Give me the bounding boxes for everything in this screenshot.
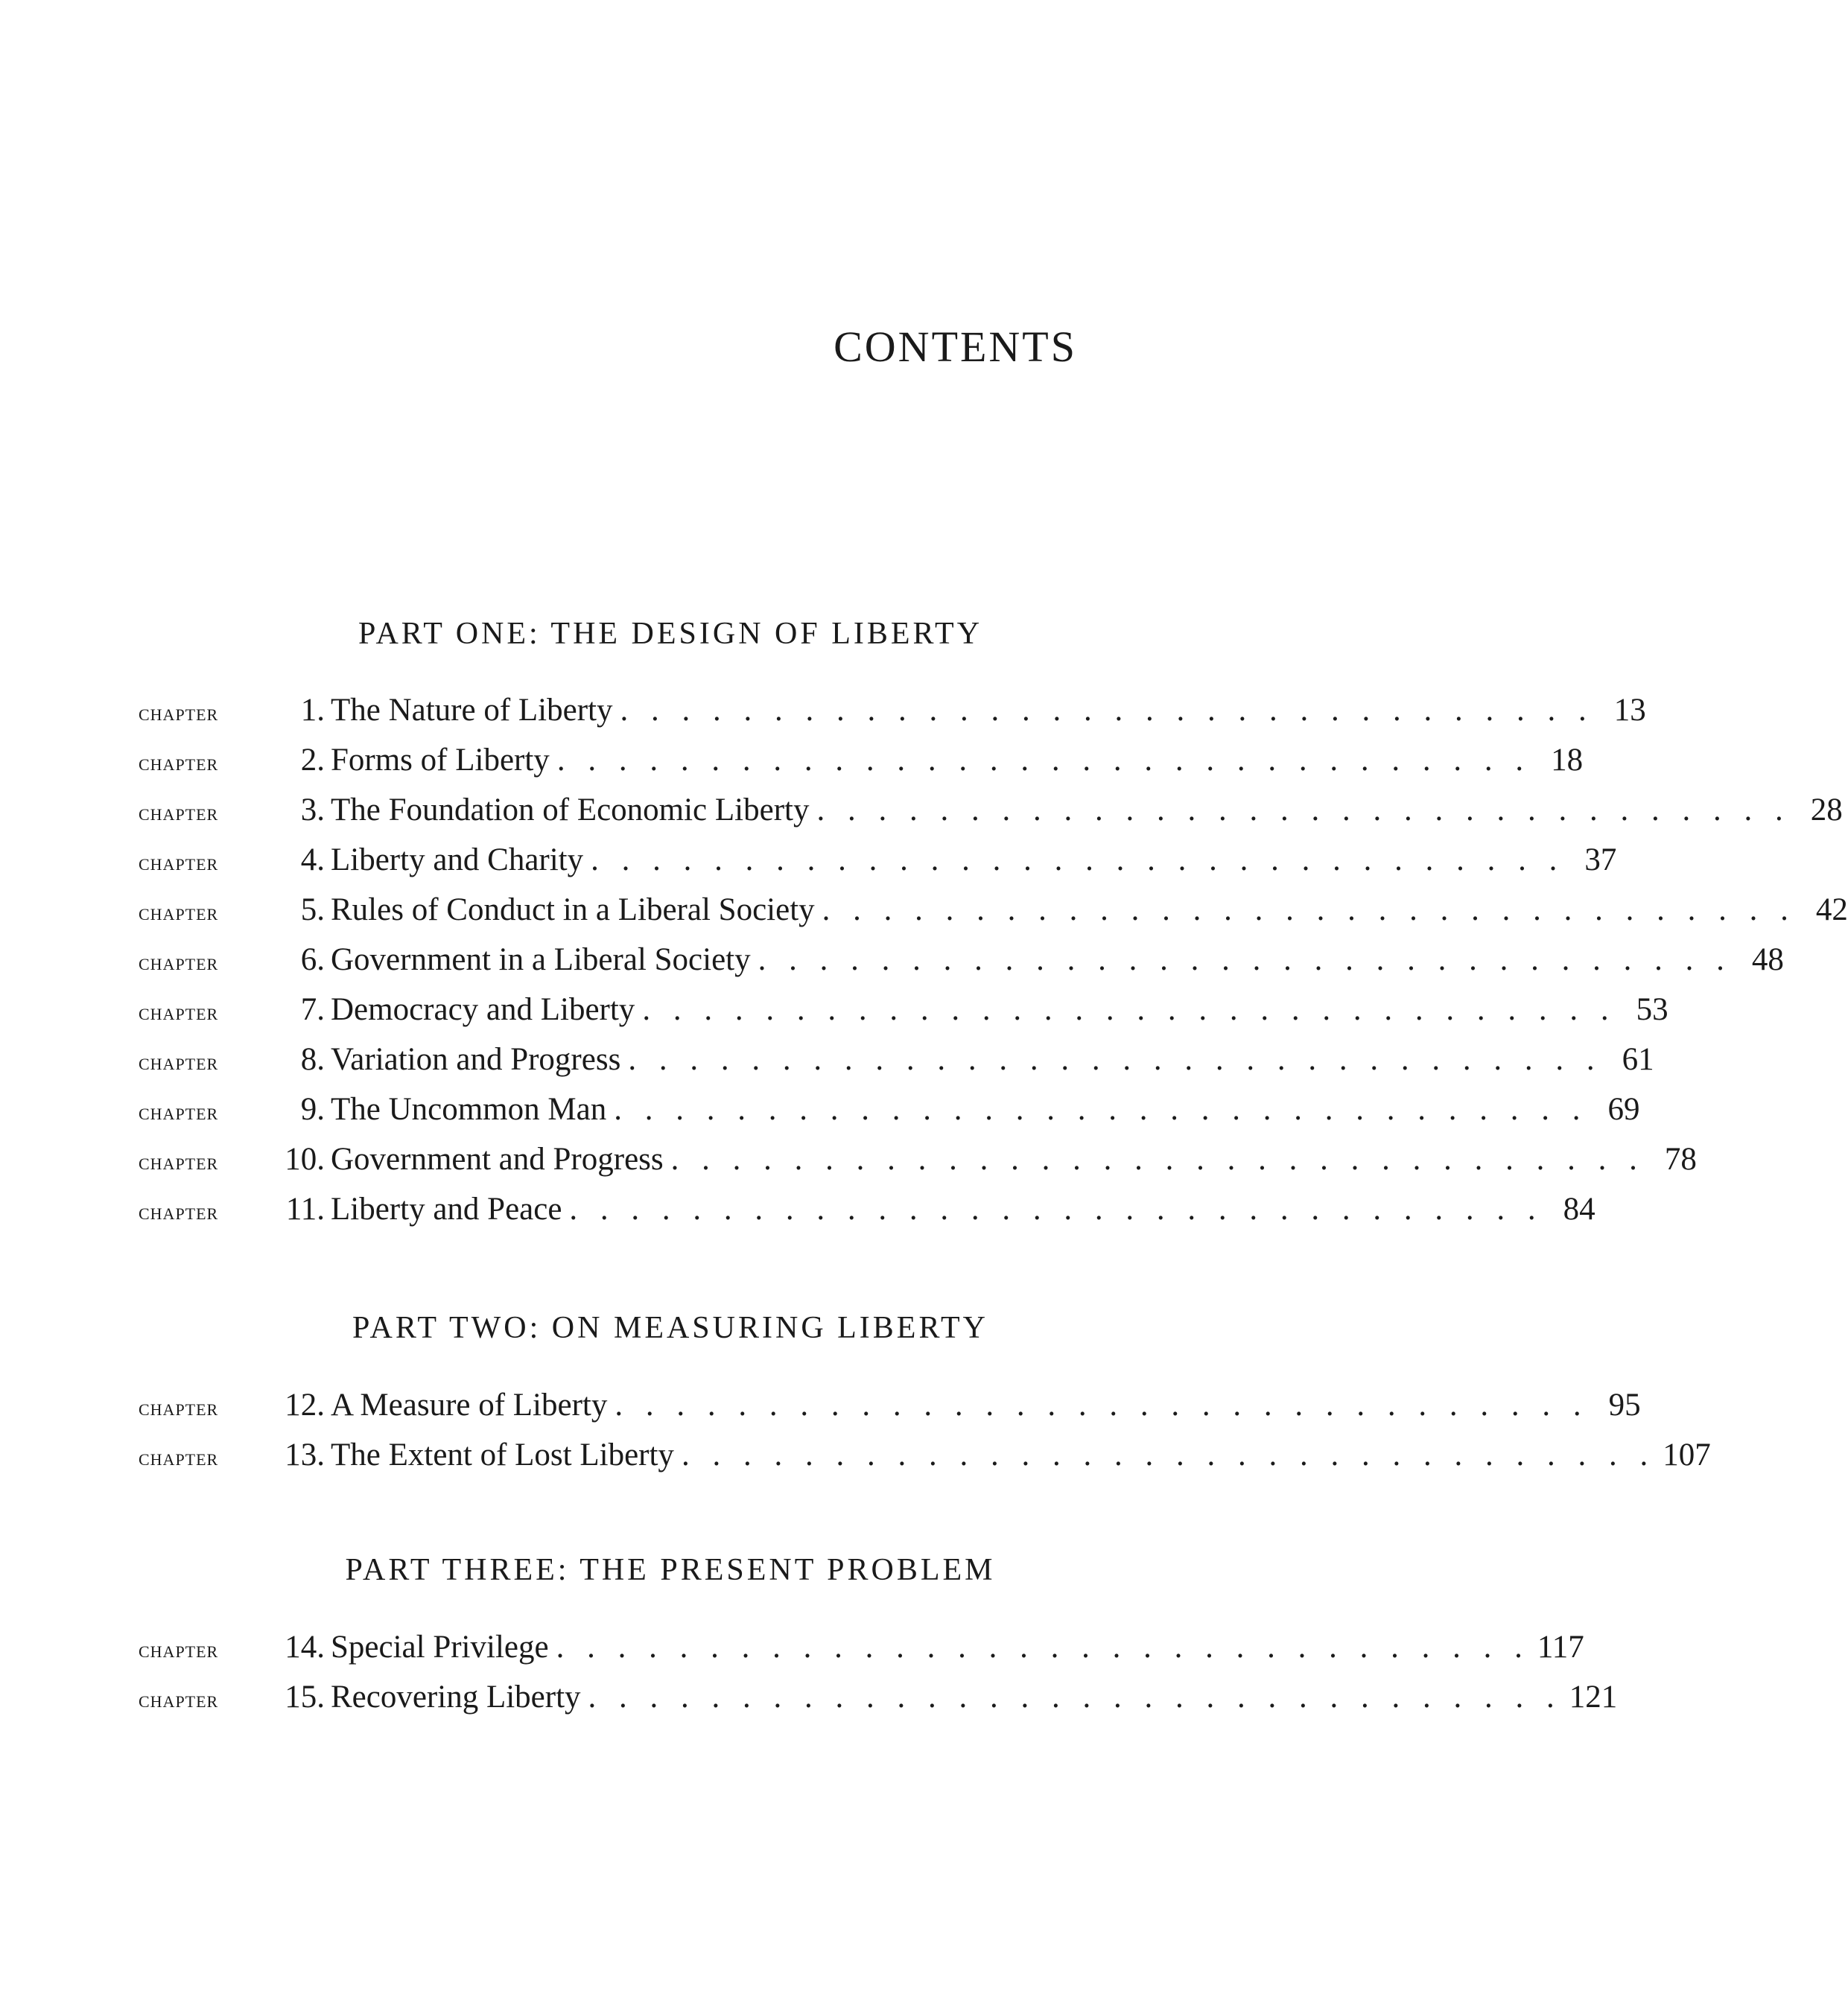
page-number: 78 <box>1664 1142 1697 1177</box>
chapter-label: chapter <box>139 998 219 1025</box>
chapter-title: Recovering Liberty <box>331 1680 581 1715</box>
dot-leader: . . . . . . . . . . . . . . . . . . . . . . . . . . . . . . . . <box>614 1092 1588 1127</box>
dot-leader: . . . . . . . . . . . . . . . . . . . . . . . . . . . . . . . . <box>822 892 1796 927</box>
chapter-title: Government and Progress <box>331 1142 664 1177</box>
chapter-label: chapter <box>139 749 219 775</box>
toc-entry[interactable] <box>139 1084 1640 1134</box>
dot-leader: . . . . . . . . . . . . . . . . . . . . . . . . . . . . . . . . <box>569 1192 1543 1227</box>
chapter-label: chapter <box>139 1443 219 1470</box>
chapter-title: Special Privilege <box>331 1630 549 1665</box>
part-heading: PART THREE: THE PRESENT PROBLEM <box>345 1553 996 1587</box>
page-number: 61 <box>1622 1042 1654 1077</box>
dot-leader: . . . . . . . . . . . . . . . . . . . . . . . . . . . . . . . . <box>642 992 1616 1027</box>
dot-leader: . . . . . . . . . . . . . . . . . . . . . . . . . . . . . . . . <box>758 942 1732 977</box>
toc-entry[interactable] <box>139 1672 1618 1722</box>
chapter-number: 1. <box>300 693 325 728</box>
dot-leader: . . . . . . . . . . . . . . . . . . . . . . . . . . . . . . . . <box>556 743 1531 778</box>
chapter-number: 10. <box>285 1142 325 1177</box>
chapter-label: chapter <box>139 1198 219 1224</box>
chapter-label: chapter <box>139 1148 219 1175</box>
chapter-number: 4. <box>300 842 325 877</box>
toc-entry[interactable] <box>139 935 1784 985</box>
dot-leader: . . . . . . . . . . . . . . . . . . . . . . . . . . . . . . . . <box>628 1042 1602 1077</box>
chapter-number: 2. <box>300 743 325 778</box>
toc-list <box>139 1622 1618 1722</box>
chapter-title: Government in a Liberal Society <box>331 942 751 977</box>
chapter-label: chapter <box>139 898 219 925</box>
chapter-number: 9. <box>300 1092 325 1127</box>
chapter-title: The Nature of Liberty <box>331 693 613 728</box>
chapter-number: 6. <box>300 942 325 977</box>
chapter-label: chapter <box>139 1394 219 1420</box>
toc-entry[interactable] <box>139 985 1668 1035</box>
dot-leader: . . . . . . . . . . . . . . . . . . . . . . . . . . . . . . . . <box>588 1680 1562 1715</box>
dot-leader: . . . . . . . . . . . . . . . . . . . . . . . . . . . . . . . . <box>620 693 1594 728</box>
chapter-label: chapter <box>139 1048 219 1075</box>
chapter-number: 8. <box>300 1042 325 1077</box>
chapter-title: The Foundation of Economic Liberty <box>331 792 810 827</box>
page-number: 48 <box>1751 942 1784 977</box>
dot-leader: . . . . . . . . . . . . . . . . . . . . . . . . . . . . . . . . <box>816 792 1791 827</box>
chapter-title: Liberty and Charity <box>331 842 584 877</box>
chapter-title: Democracy and Liberty <box>331 992 635 1027</box>
chapter-title: Variation and Progress <box>331 1042 621 1077</box>
dot-leader: . . . . . . . . . . . . . . . . . . . . . . . . . . . . . . . . <box>615 1388 1589 1423</box>
chapter-number: 15. <box>285 1680 325 1715</box>
chapter-title: Forms of Liberty <box>331 743 550 778</box>
toc-list <box>139 685 1848 1234</box>
chapter-title: The Uncommon Man <box>331 1092 607 1127</box>
toc-entry[interactable] <box>139 785 1843 835</box>
page-number: 42 <box>1815 892 1848 927</box>
part-heading: PART ONE: THE DESIGN OF LIBERTY <box>358 617 983 651</box>
page-number: 69 <box>1607 1092 1640 1127</box>
page-number: 121 <box>1569 1680 1618 1715</box>
chapter-number: 13. <box>285 1437 325 1472</box>
page-number: 13 <box>1613 693 1646 728</box>
chapter-number: 7. <box>300 992 325 1027</box>
page-number: 95 <box>1608 1388 1641 1423</box>
dot-leader: . . . . . . . . . . . . . . . . . . . . . . . . . . . . . . . . <box>681 1437 1656 1472</box>
page-number: 37 <box>1584 842 1617 877</box>
chapter-title: The Extent of Lost Liberty <box>331 1437 674 1472</box>
toc-entry[interactable] <box>139 1035 1654 1084</box>
dot-leader: . . . . . . . . . . . . . . . . . . . . . . . . . . . . . . . . <box>670 1142 1645 1177</box>
chapter-label: chapter <box>139 948 219 975</box>
page-number: 117 <box>1537 1630 1584 1665</box>
page-number: 107 <box>1663 1437 1711 1472</box>
dot-leader: . . . . . . . . . . . . . . . . . . . . . . . . . . . . . . . . <box>556 1630 1530 1665</box>
chapter-title: Liberty and Peace <box>331 1192 562 1227</box>
toc-entry[interactable] <box>139 835 1617 885</box>
dot-leader: . . . . . . . . . . . . . . . . . . . . . . . . . . . . . . . . <box>591 842 1565 877</box>
chapter-label: chapter <box>139 699 219 725</box>
chapter-label: chapter <box>139 848 219 875</box>
page-title: CONTENTS <box>833 323 1077 371</box>
page-number: 53 <box>1636 992 1668 1027</box>
chapter-number: 5. <box>300 892 325 927</box>
toc-entry[interactable] <box>139 1430 1711 1480</box>
toc-list <box>139 1380 1711 1480</box>
chapter-number: 14. <box>285 1630 325 1665</box>
chapter-title: A Measure of Liberty <box>331 1388 608 1423</box>
chapter-label: chapter <box>139 798 219 825</box>
toc-entry[interactable] <box>139 885 1848 935</box>
toc-entry[interactable] <box>139 1622 1584 1672</box>
chapter-number: 3. <box>300 792 325 827</box>
chapter-number: 12. <box>285 1388 325 1423</box>
chapter-label: chapter <box>139 1098 219 1125</box>
part-heading: PART TWO: ON MEASURING LIBERTY <box>352 1311 988 1345</box>
page-number: 84 <box>1563 1192 1595 1227</box>
toc-entry[interactable] <box>139 1184 1595 1234</box>
chapter-title: Rules of Conduct in a Liberal Society <box>331 892 815 927</box>
page-number: 18 <box>1551 743 1584 778</box>
toc-entry[interactable] <box>139 1380 1641 1430</box>
chapter-label: chapter <box>139 1686 219 1712</box>
toc-entry[interactable] <box>139 1134 1697 1184</box>
toc-entry[interactable] <box>139 685 1646 735</box>
toc-entry[interactable] <box>139 735 1584 785</box>
page-number: 28 <box>1810 792 1843 827</box>
chapter-label: chapter <box>139 1636 219 1662</box>
chapter-number: 11. <box>285 1192 325 1227</box>
